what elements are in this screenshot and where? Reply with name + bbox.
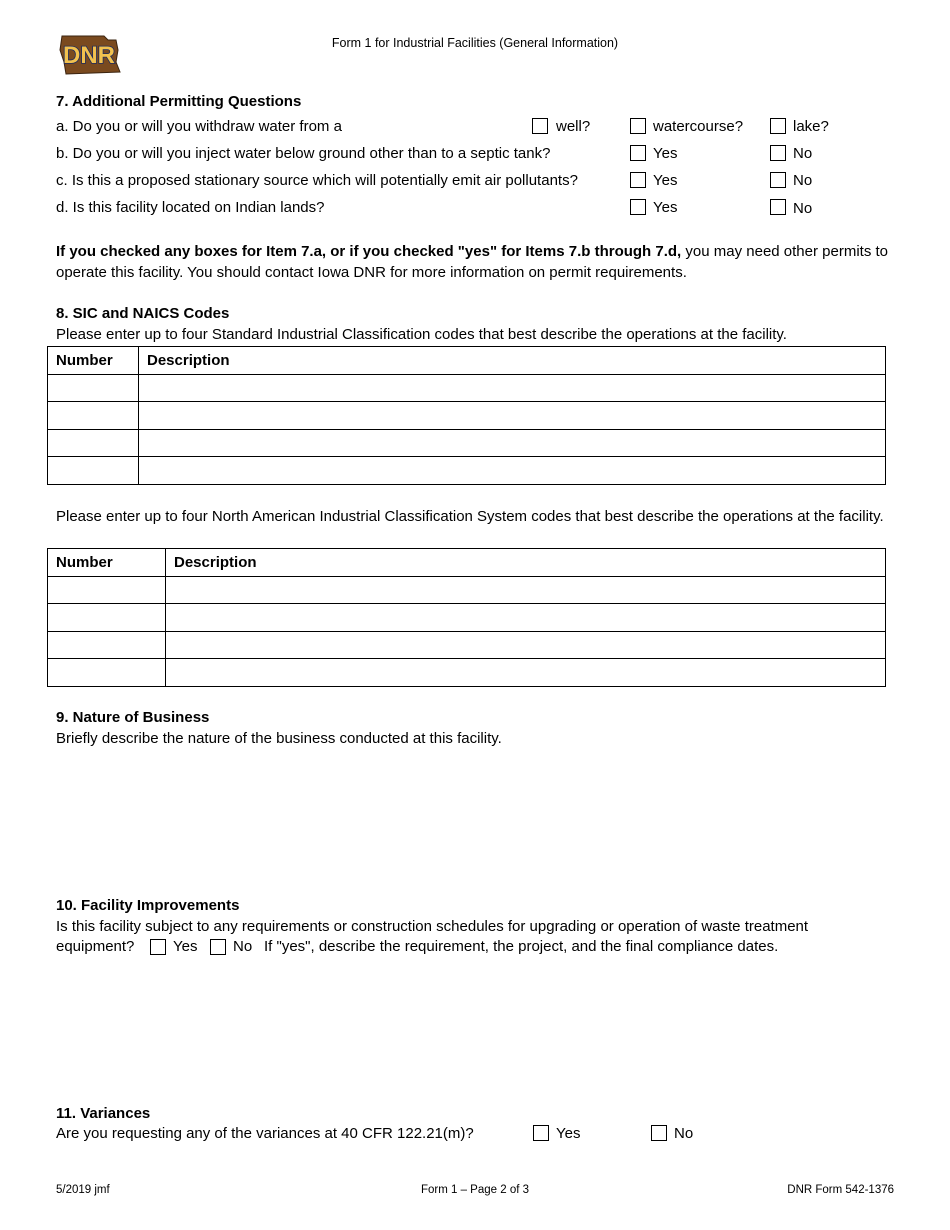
checkbox-7b-yes[interactable] [630, 145, 646, 161]
section7-note-bold: If you checked any boxes for Item 7.a, or if you checked "yes" for Items 7.b through 7.d, [56, 243, 682, 260]
sic-description-cell[interactable] [139, 374, 886, 402]
table-row [48, 402, 886, 430]
checkbox-7b-no[interactable] [770, 145, 786, 161]
col-description: Description [166, 549, 886, 577]
checkbox-10-no[interactable] [210, 939, 226, 955]
section9-heading: 9. Nature of Business [56, 709, 210, 726]
section10-line2-prefix: equipment? [56, 938, 135, 955]
table-row [48, 457, 886, 485]
naics-description-cell[interactable] [166, 631, 886, 659]
naics-description-cell[interactable] [166, 604, 886, 632]
label-11-no: No [674, 1125, 694, 1142]
label-7b-yes: Yes [653, 145, 678, 162]
label-7a-watercourse: watercourse? [653, 118, 744, 135]
naics-description-cell[interactable] [166, 659, 886, 687]
col-description: Description [139, 347, 886, 375]
checkbox-7c-yes[interactable] [630, 172, 646, 188]
sic-description-cell[interactable] [139, 457, 886, 485]
label-7d-no: No [793, 200, 813, 217]
naics-number-cell[interactable] [48, 631, 166, 659]
naics-number-cell[interactable] [48, 576, 166, 604]
checkbox-11-yes[interactable] [533, 1125, 549, 1141]
col-number: Number [48, 549, 166, 577]
sic-description-cell[interactable] [139, 402, 886, 430]
section11-heading: 11. Variances [56, 1105, 151, 1122]
footer-date: 5/2019 jmf [56, 1184, 110, 1196]
form-title: Form 1 for Industrial Facilities (General Information) [331, 36, 619, 50]
col-number: Number [48, 347, 139, 375]
label-7d-yes: Yes [653, 199, 678, 216]
label-7a-lake: lake? [793, 118, 829, 135]
question-7a: a. Do you or will you withdraw water from a [56, 118, 342, 135]
table-row [48, 659, 886, 687]
sic-number-cell[interactable] [48, 457, 139, 485]
logo-text: DNR [63, 42, 115, 69]
sic-number-cell[interactable] [48, 402, 139, 430]
naics-number-cell[interactable] [48, 604, 166, 632]
label-7c-yes: Yes [653, 172, 678, 189]
section11-question: Are you requesting any of the variances at 40 CFR 122.21(m)? [56, 1125, 474, 1142]
label-7a-well: well? [556, 118, 591, 135]
sic-instruction: Please enter up to four Standard Industrial Classification codes that best describe the operations at the facility. [56, 326, 787, 343]
section7-note-rest: you may need other permits to operate this facility. You should contact Iowa DNR for more information on permit requirements. [56, 243, 889, 281]
section9-instruction: Briefly describe the nature of the business conducted at this facility. [56, 730, 502, 747]
checkbox-11-no[interactable] [651, 1125, 667, 1141]
sic-number-cell[interactable] [48, 374, 139, 402]
naics-number-cell[interactable] [48, 659, 166, 687]
sic-description-cell[interactable] [139, 429, 886, 457]
checkbox-7c-no[interactable] [770, 172, 786, 188]
section10-line2-suffix: If "yes", describe the requirement, the project, and the final compliance dates. [264, 938, 779, 955]
label-7c-no: No [793, 172, 813, 189]
naics-codes-table [47, 548, 886, 687]
footer-form-number: DNR Form 542-1376 [787, 1184, 894, 1196]
footer-page-number: Form 1 – Page 2 of 3 [420, 1184, 530, 1196]
sic-number-cell[interactable] [48, 429, 139, 457]
naics-description-cell[interactable] [166, 576, 886, 604]
sic-codes-table [47, 346, 886, 485]
section7-heading: 7. Additional Permitting Questions [56, 93, 302, 110]
checkbox-10-yes[interactable] [150, 939, 166, 955]
section8-heading: 8. SIC and NAICS Codes [56, 305, 230, 322]
nature-of-business-field[interactable] [56, 752, 886, 882]
table-header-row [48, 347, 886, 375]
checkbox-7d-yes[interactable] [630, 199, 646, 215]
section7-note [56, 242, 896, 283]
checkbox-7a-lake[interactable] [770, 118, 786, 134]
question-7b: b. Do you or will you inject water below ground other than to a septic tank? [56, 145, 551, 162]
table-row [48, 429, 886, 457]
naics-instruction: Please enter up to four North American Industrial Classification System codes that best describe the operations at the facility. [56, 508, 884, 525]
table-row [48, 604, 886, 632]
label-7b-no: No [793, 145, 813, 162]
question-7d: d. Is this facility located on Indian lands? [56, 199, 325, 216]
question-7c: c. Is this a proposed stationary source which will potentially emit air pollutants? [56, 172, 578, 189]
label-10-yes: Yes [173, 938, 198, 955]
checkbox-7a-well[interactable] [532, 118, 548, 134]
section10-heading: 10. Facility Improvements [56, 897, 240, 914]
table-header-row [48, 549, 886, 577]
checkbox-7d-no[interactable] [770, 199, 786, 215]
checkbox-7a-watercourse[interactable] [630, 118, 646, 134]
label-11-yes: Yes [556, 1125, 581, 1142]
table-row [48, 631, 886, 659]
table-row [48, 576, 886, 604]
table-row [48, 374, 886, 402]
label-10-no: No [233, 938, 253, 955]
section10-line1: Is this facility subject to any requirements or construction schedules for upgrading or operation of waste treatment [56, 918, 809, 935]
facility-improvements-field[interactable] [56, 962, 886, 1092]
